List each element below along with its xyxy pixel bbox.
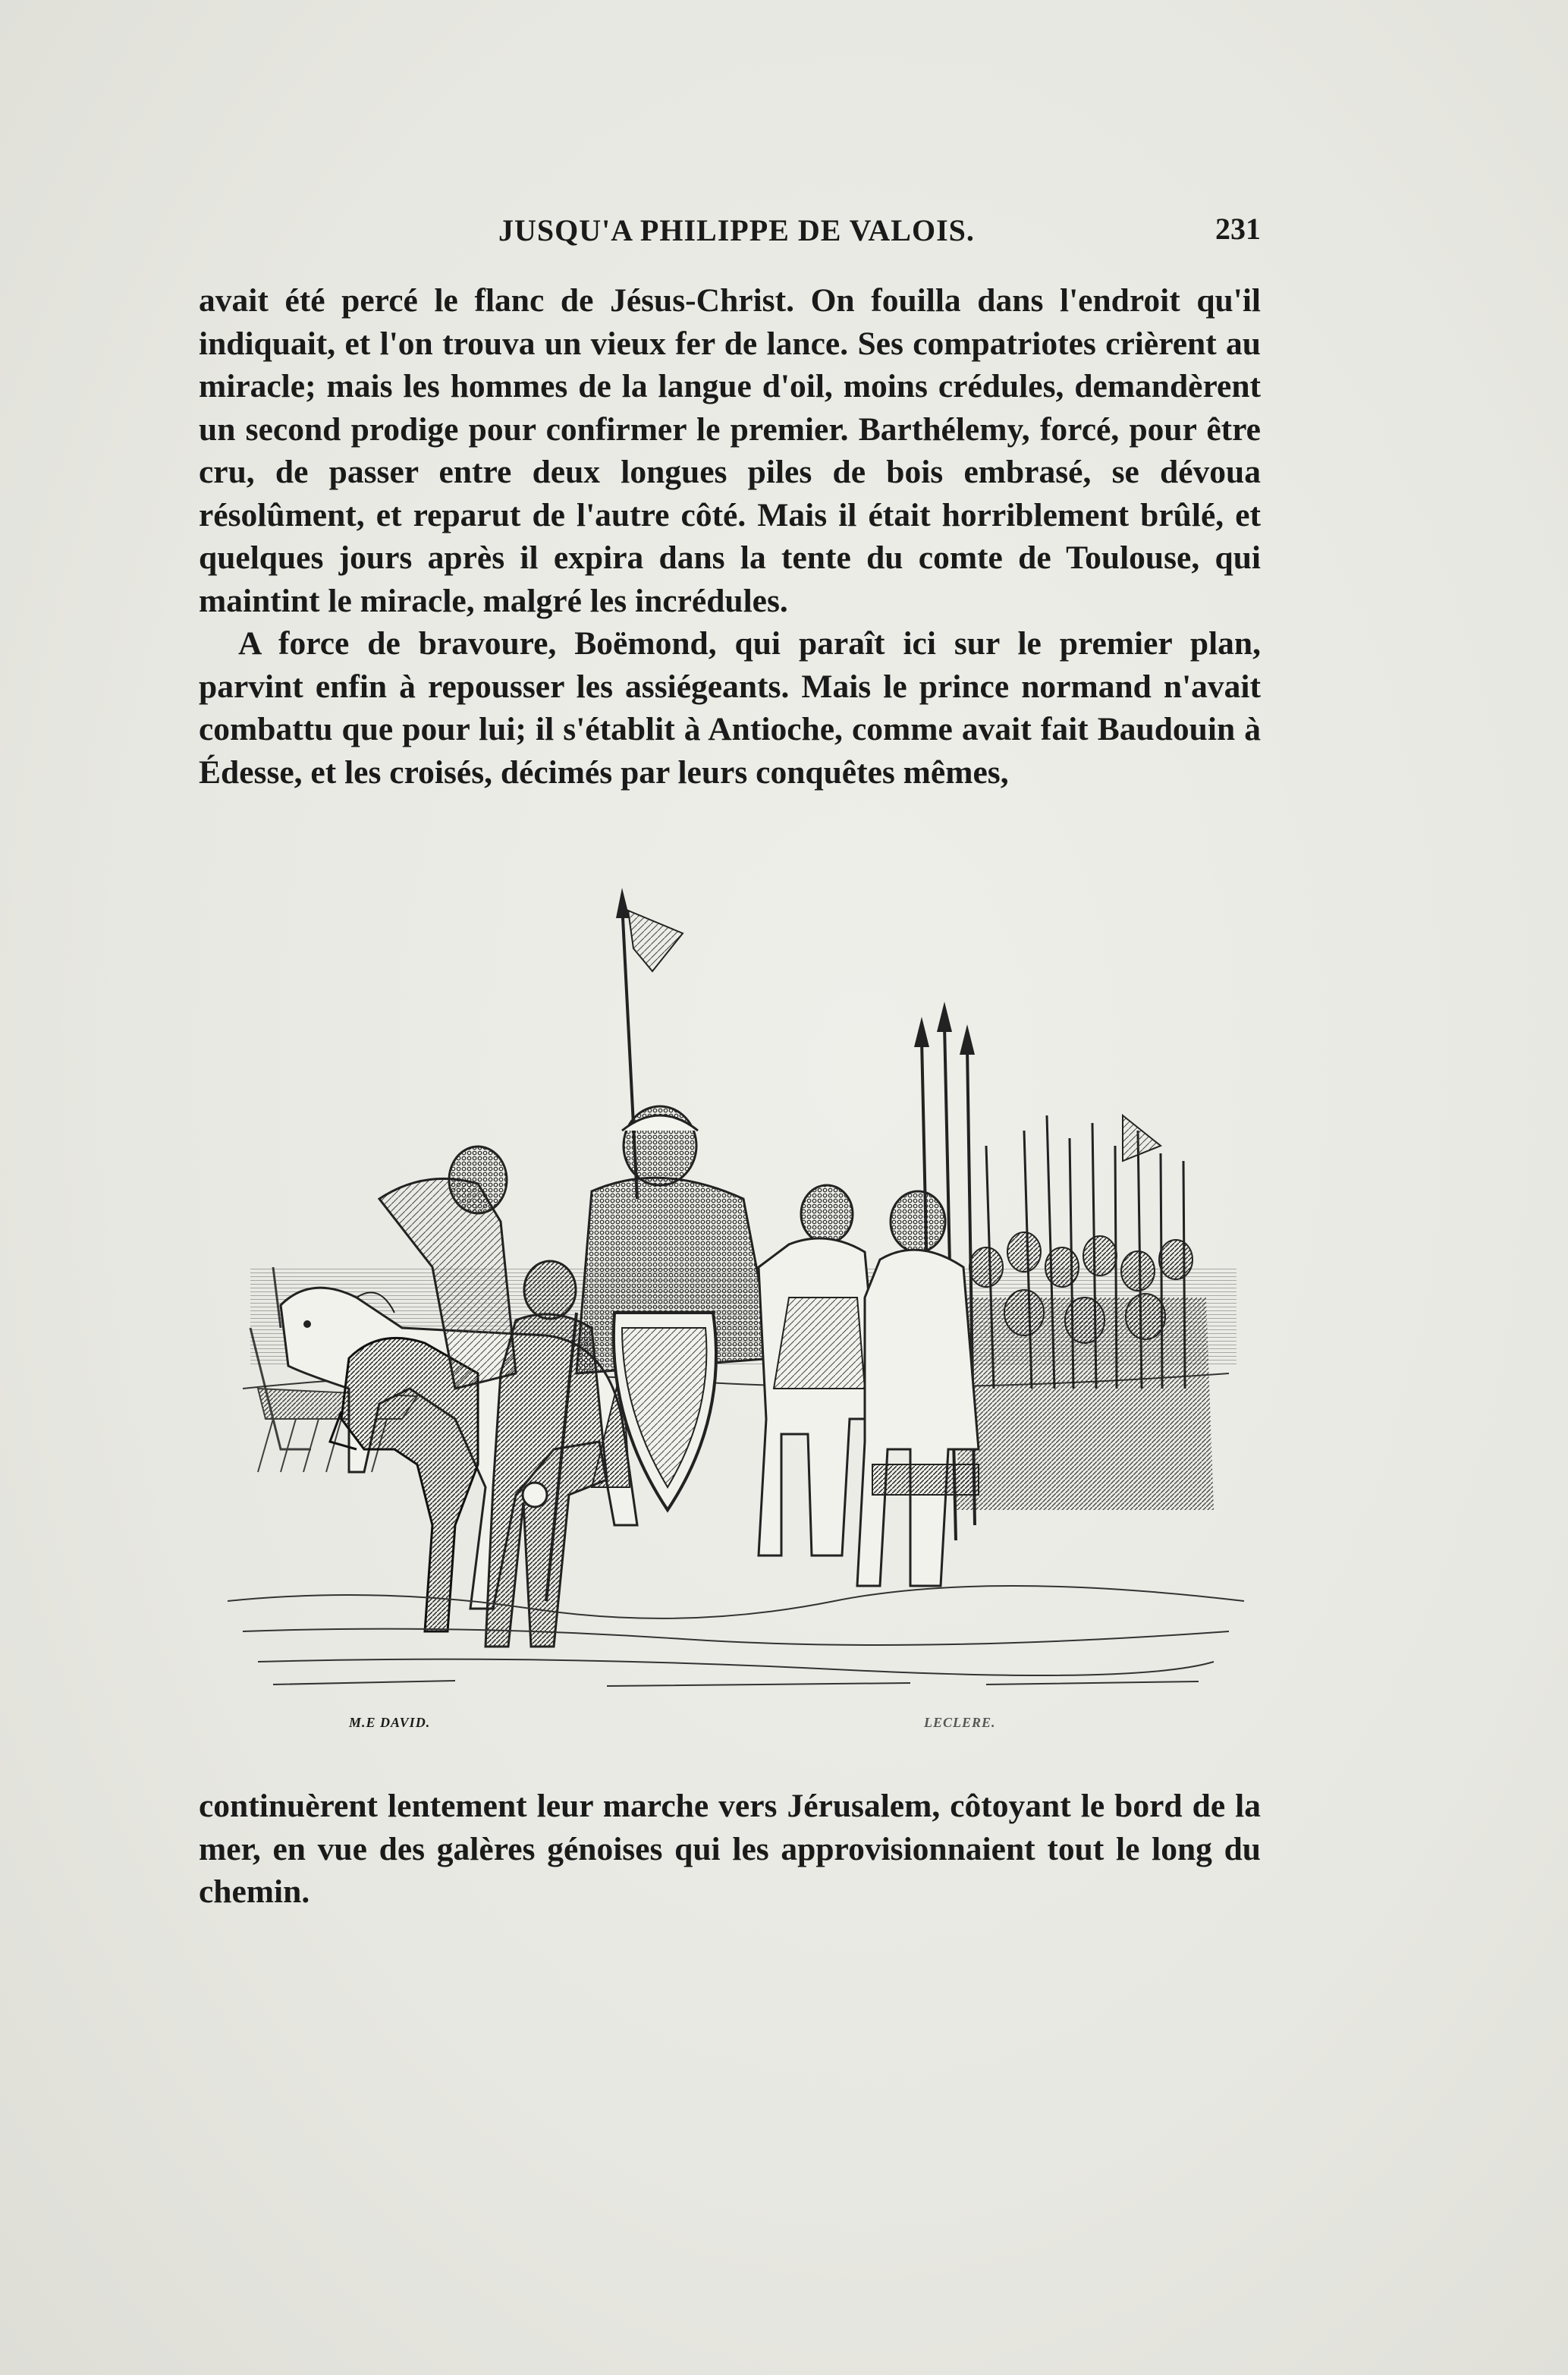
paragraph: A force de bravoure, Boëmond, qui paraît ici sur le premier plan, parvint enfin à repousser les assiégeants. Mais le prince normand n'avait combattu que pour lui; il s'établit à Antioche, comme avait fait Baudouin à Édesse, et les croisés, décimés par leurs conquêtes mêmes, <box>199 625 1261 791</box>
paragraph: avait été percé le flanc de Jésus-Christ. On fouilla dans l'endroit qu'il indiquait, et l'on trouva un vieux fer de lance. Ses compatriotes crièrent au miracle; mais les hommes de la langue d'oil, moins crédules, demandèrent un second prodige pour confirmer le premier. Barthélemy, forcé, pour être cru, de passer entre deux longues piles de bois embrasé, se dévoua résolûment, et reparut de l'autre côté. Mais il était horriblement brûlé, et quelques jours après il expira dans la tente du comte de Toulouse, qui maintint le miracle, malgré les incrédules. <box>199 282 1261 619</box>
page-number: 231 <box>1215 212 1261 246</box>
paragraph: continuèrent lentement leur marche vers Jérusalem, côtoyant le bord de la mer, en vue des galères génoises qui les approvisionnaient tout le long du chemin. <box>199 1788 1261 1910</box>
ground <box>228 1586 1244 1686</box>
text-block-top <box>199 279 1261 794</box>
running-head <box>199 212 1261 258</box>
crusaders-engraving <box>228 842 1252 1745</box>
text-block-bottom <box>199 1785 1261 1914</box>
engraver-signature-right: LECLERE. <box>924 1715 996 1730</box>
army-background <box>956 1115 1214 1510</box>
running-title: JUSQU'A PHILIPPE DE VALOIS. <box>498 213 975 247</box>
engraver-signature-left: M.E DAVID. <box>349 1715 431 1730</box>
engraving-illustration <box>228 842 1252 1745</box>
